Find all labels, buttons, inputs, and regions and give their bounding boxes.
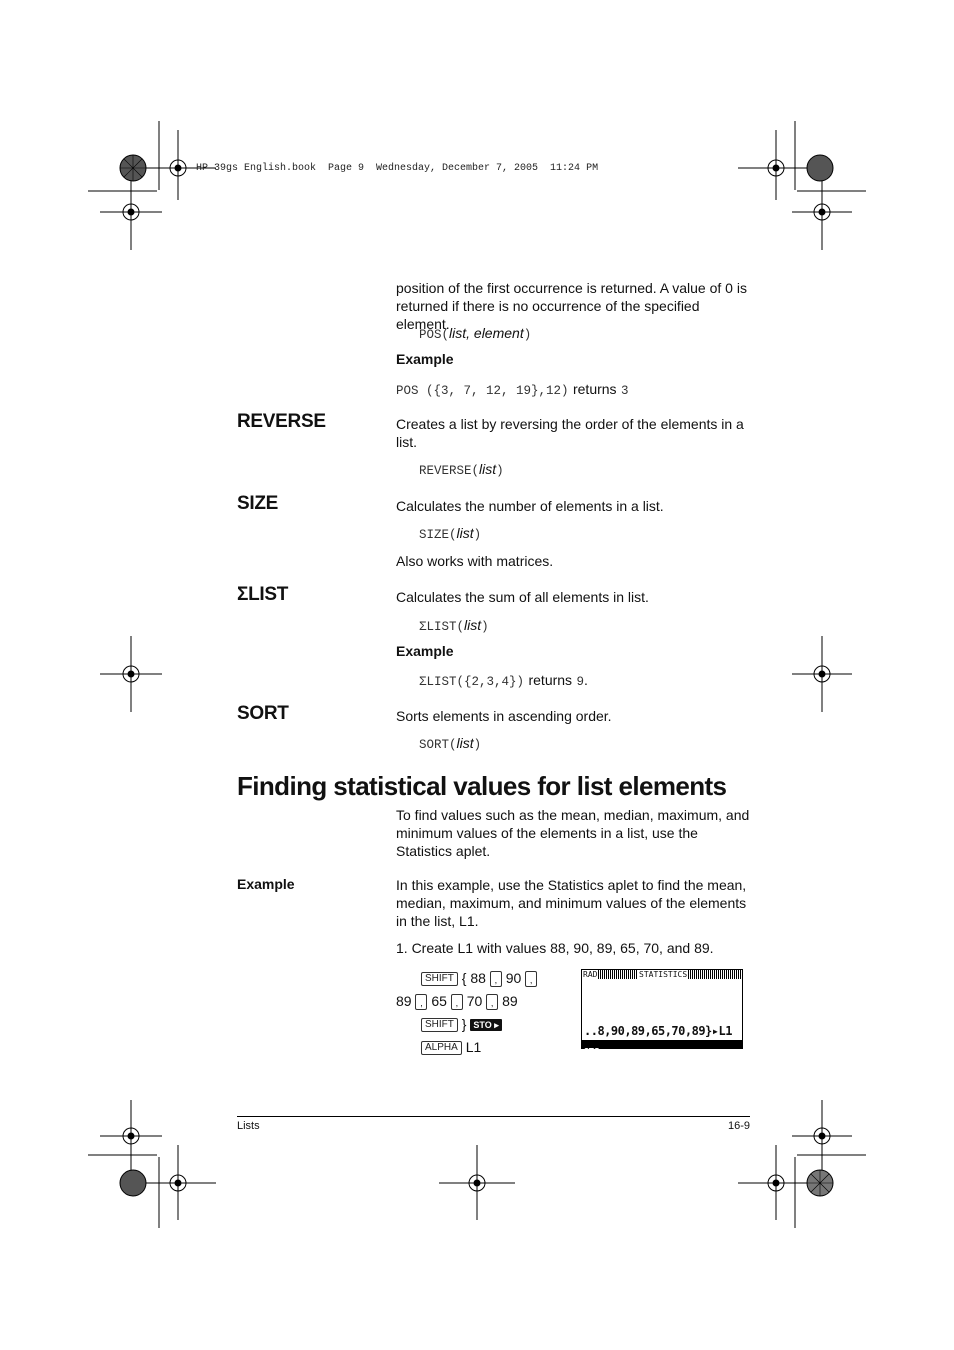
close-brace: }: [461, 1016, 467, 1032]
syntax-close: ): [481, 620, 489, 634]
keystroke-sequence: [396, 967, 571, 1059]
syntax-command: SIZE(: [419, 528, 457, 542]
value-70: 70: [466, 993, 483, 1009]
alpha-key: ALPHA: [421, 1041, 462, 1055]
value-90: 90: [505, 970, 522, 986]
value-88: 88: [470, 970, 486, 986]
example-code: POS ({3, 7, 12, 19},12): [396, 384, 569, 398]
value-65: 65: [431, 993, 447, 1009]
sto-softkey: STO ▸: [470, 1019, 501, 1031]
sto-softkey-screen: STO▸: [584, 1047, 604, 1055]
reverse-syntax: [419, 461, 504, 479]
syntax-command: ΣLIST(: [419, 620, 465, 634]
screen-title: STATISTICS: [639, 970, 688, 979]
sumlist-desc: Calculates the sum of all elements in list.: [396, 589, 649, 605]
syntax-command: REVERSE(: [419, 464, 480, 478]
reverse-heading: REVERSE: [237, 411, 326, 432]
size-desc: Calculates the number of elements in a list.: [396, 498, 664, 514]
shift-key: SHIFT: [421, 972, 458, 986]
example-returns: returns: [572, 381, 617, 397]
example-result: 9: [576, 675, 585, 689]
stats-intro: To find values such as the mean, median, maximum, and minimum values of the elements in a list, use the Statistics aplet.: [396, 807, 750, 859]
section-heading: Finding statistical values for list elements: [237, 771, 727, 801]
example-returns: returns: [528, 672, 573, 688]
size-heading: SIZE: [237, 493, 279, 514]
value-89: 89: [396, 993, 412, 1009]
comma-key: ,: [451, 994, 463, 1010]
footer-chapter: Lists: [237, 1120, 260, 1132]
printer-info-line: HP 39gs English.book Page 9 Wednesday, December 7, 2005 11:24 PM: [196, 163, 599, 174]
syntax-args: list: [456, 735, 474, 751]
size-syntax: [419, 525, 481, 543]
value-89b: 89: [502, 993, 518, 1009]
entry-line: ..8,90,89,65,70,89}▸L1: [584, 1024, 732, 1038]
syntax-args: list: [464, 617, 482, 633]
pos-syntax: [419, 325, 531, 343]
sort-syntax: [419, 735, 481, 753]
step-1: 1. Create L1 with values 88, 90, 89, 65, 70, and 89.: [396, 940, 714, 956]
softkey-bar: [582, 1040, 742, 1055]
footer-rule: [237, 1116, 750, 1117]
sort-desc: Sorts elements in ascending order.: [396, 708, 612, 724]
syntax-args: list: [456, 525, 474, 541]
syntax-args: list: [479, 461, 497, 477]
stats-example-text: In this example, use the Statistics aplet to find the mean, median, maximum, and minimum values of the elements in the list, L1.: [396, 877, 747, 929]
example-code: ΣLIST({2,3,4}): [419, 675, 525, 689]
l1-label: L1: [465, 1039, 482, 1055]
shift-key: SHIFT: [421, 1018, 458, 1032]
sort-heading: SORT: [237, 703, 289, 724]
calculator-screen: [581, 969, 743, 1055]
syntax-close: ): [473, 738, 482, 752]
sumlist-heading: ΣLIST: [237, 584, 289, 605]
comma-key: ,: [525, 971, 537, 987]
syntax-close: ): [496, 464, 504, 478]
size-note: Also works with matrices.: [396, 553, 554, 569]
mode-indicator: RAD: [583, 970, 598, 979]
syntax-command: SORT(: [419, 738, 457, 752]
page-number: 16-9: [727, 1120, 750, 1132]
example-result: 3: [621, 384, 629, 398]
screen-title-bar: [582, 970, 742, 979]
stats-example-label: Example: [237, 876, 295, 892]
comma-key: ,: [490, 971, 502, 987]
syntax-command: POS(: [419, 328, 450, 342]
sumlist-syntax: [419, 617, 489, 635]
pos-example: [396, 380, 629, 399]
syntax-close: ): [473, 528, 482, 542]
sumlist-example: [419, 671, 588, 690]
sumlist-example-label: Example: [396, 643, 454, 659]
comma-key: ,: [486, 994, 498, 1010]
reverse-desc: Creates a list by reversing the order of the elements in a list.: [396, 416, 744, 450]
pos-intro: position of the first occurrence is returned. A value of 0 is returned if there is no occurrence of the specified element.: [396, 280, 747, 332]
syntax-close: ): [523, 328, 532, 342]
syntax-args: list, element: [449, 325, 524, 341]
open-brace: {: [461, 970, 467, 986]
pos-example-label: Example: [396, 351, 454, 367]
comma-key: ,: [415, 994, 427, 1010]
example-period: .: [584, 672, 588, 688]
